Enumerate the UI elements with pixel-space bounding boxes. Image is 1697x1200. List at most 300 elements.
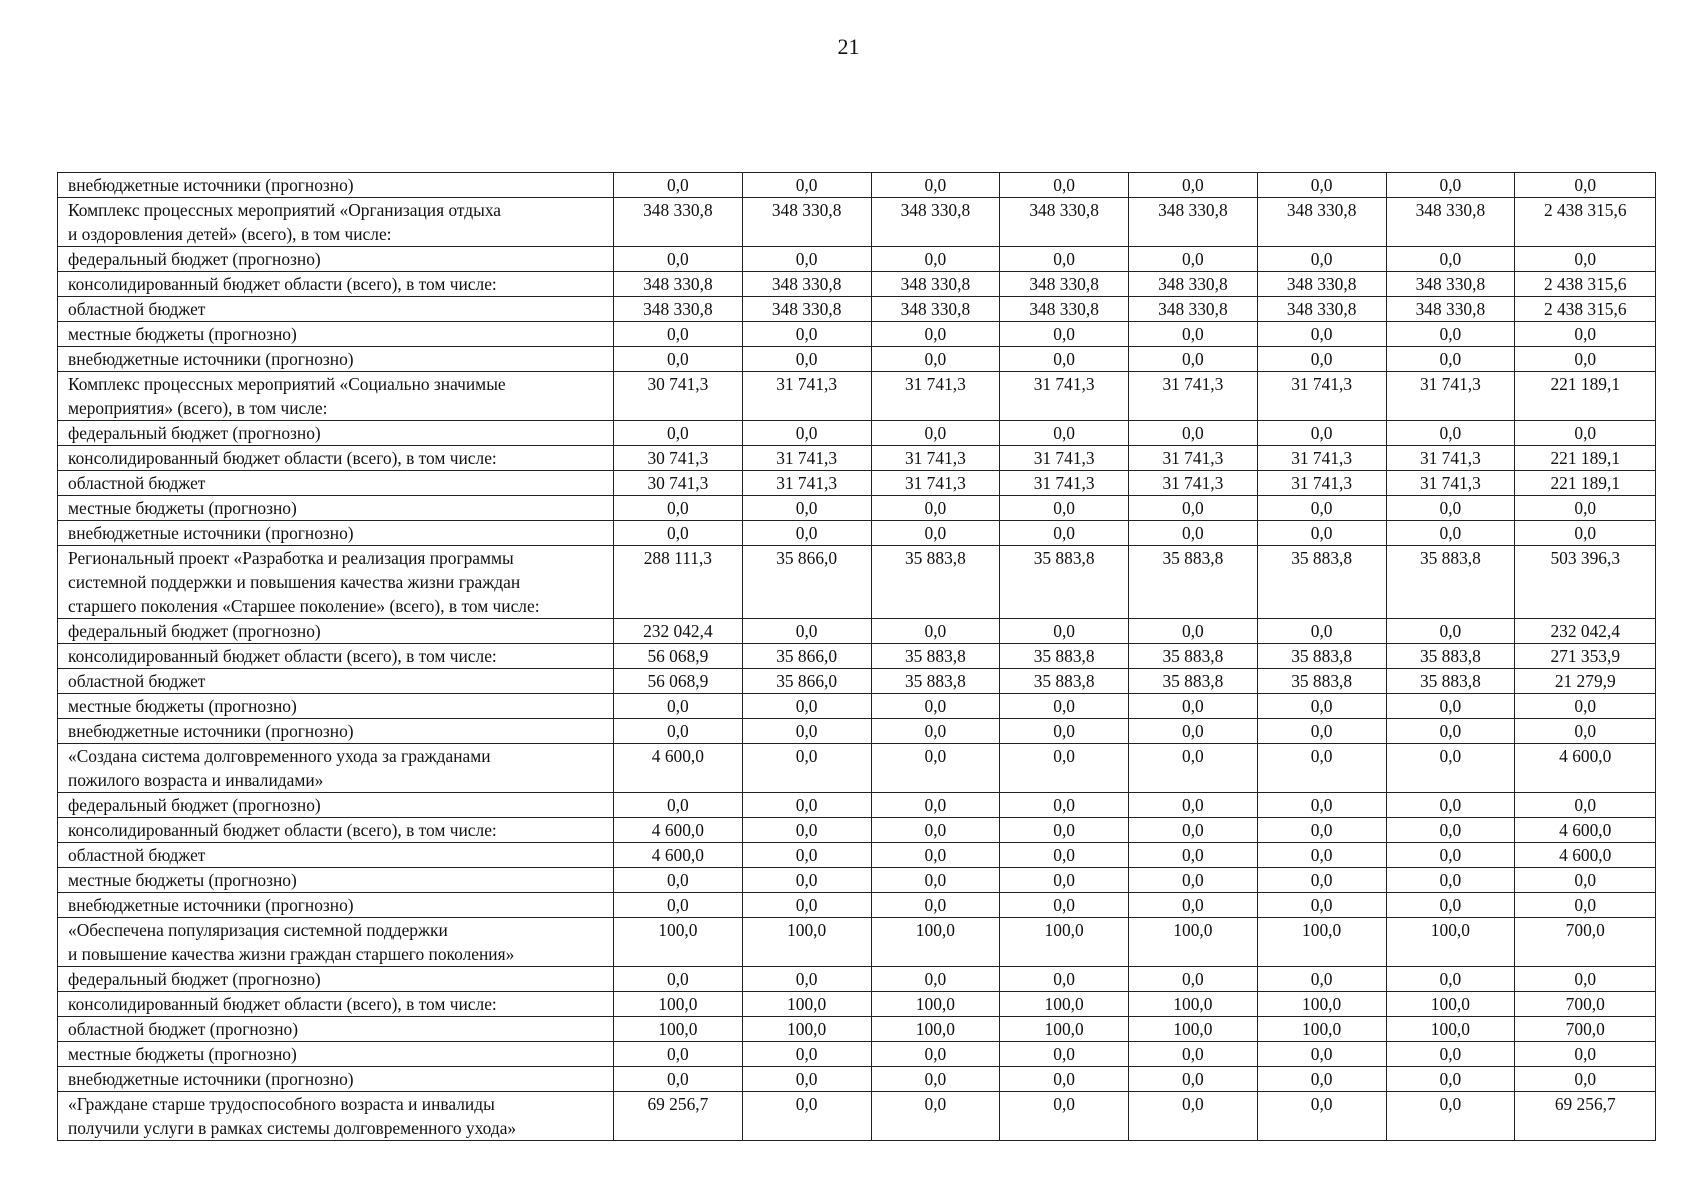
row-value-cell: 31 741,3 — [1257, 372, 1386, 421]
table-row — [58, 893, 1656, 918]
row-value-cell: 0,0 — [614, 247, 743, 272]
table-row — [58, 198, 1656, 247]
row-total-cell: 0,0 — [1515, 347, 1656, 372]
row-total-cell: 21 279,9 — [1515, 669, 1656, 694]
row-label: областной бюджет — [58, 471, 614, 496]
row-value-cell: 0,0 — [871, 247, 1000, 272]
row-value-cell: 0,0 — [1000, 843, 1129, 868]
row-value-cell: 0,0 — [614, 521, 743, 546]
row-value-cell: 0,0 — [742, 793, 871, 818]
row-value-cell: 0,0 — [614, 719, 743, 744]
row-value-cell: 0,0 — [1129, 694, 1258, 719]
row-value-cell: 0,0 — [871, 347, 1000, 372]
row-value-cell: 0,0 — [1257, 843, 1386, 868]
row-value-cell: 0,0 — [871, 893, 1000, 918]
row-value-cell: 0,0 — [742, 421, 871, 446]
row-label: областной бюджет — [58, 669, 614, 694]
row-value-cell: 31 741,3 — [1000, 372, 1129, 421]
table-row — [58, 843, 1656, 868]
row-value-cell: 348 330,8 — [1129, 297, 1258, 322]
row-value-cell: 348 330,8 — [1386, 272, 1515, 297]
table-row — [58, 297, 1656, 322]
row-total-cell: 232 042,4 — [1515, 619, 1656, 644]
row-total-cell: 69 256,7 — [1515, 1092, 1656, 1141]
row-value-cell: 0,0 — [742, 347, 871, 372]
row-value-cell: 100,0 — [1257, 1017, 1386, 1042]
row-value-cell: 0,0 — [1257, 967, 1386, 992]
row-label: федеральный бюджет (прогнозно) — [58, 793, 614, 818]
row-value-cell: 0,0 — [1129, 719, 1258, 744]
table-row — [58, 1017, 1656, 1042]
row-value-cell: 100,0 — [1129, 1017, 1258, 1042]
row-label: консолидированный бюджет области (всего), в том числе: — [58, 644, 614, 669]
row-label: местные бюджеты (прогнозно) — [58, 496, 614, 521]
row-value-cell: 35 883,8 — [1129, 669, 1258, 694]
row-value-cell: 56 068,9 — [614, 669, 743, 694]
row-value-cell: 100,0 — [871, 992, 1000, 1017]
row-value-cell: 0,0 — [1129, 619, 1258, 644]
row-total-cell: 700,0 — [1515, 1017, 1656, 1042]
table-row — [58, 868, 1656, 893]
row-value-cell: 56 068,9 — [614, 644, 743, 669]
row-value-cell: 35 883,8 — [1129, 644, 1258, 669]
row-value-cell: 0,0 — [614, 496, 743, 521]
row-total-cell: 0,0 — [1515, 421, 1656, 446]
row-value-cell: 0,0 — [614, 322, 743, 347]
row-value-cell: 348 330,8 — [871, 297, 1000, 322]
row-value-cell: 100,0 — [742, 992, 871, 1017]
table-row — [58, 272, 1656, 297]
table-row — [58, 446, 1656, 471]
row-value-cell: 0,0 — [742, 247, 871, 272]
row-value-cell: 348 330,8 — [1257, 272, 1386, 297]
row-value-cell: 0,0 — [1386, 793, 1515, 818]
row-value-cell: 348 330,8 — [742, 272, 871, 297]
row-value-cell: 100,0 — [1000, 918, 1129, 967]
row-value-cell: 100,0 — [614, 992, 743, 1017]
row-total-cell: 0,0 — [1515, 694, 1656, 719]
row-value-cell: 0,0 — [1386, 521, 1515, 546]
row-value-cell: 348 330,8 — [1257, 198, 1386, 247]
row-value-cell: 348 330,8 — [1386, 297, 1515, 322]
row-total-cell: 0,0 — [1515, 496, 1656, 521]
row-value-cell: 0,0 — [742, 521, 871, 546]
row-label: консолидированный бюджет области (всего), в том числе: — [58, 272, 614, 297]
row-value-cell: 4 600,0 — [614, 818, 743, 843]
row-total-cell: 0,0 — [1515, 1042, 1656, 1067]
row-value-cell: 35 883,8 — [1000, 669, 1129, 694]
row-total-cell: 4 600,0 — [1515, 843, 1656, 868]
row-value-cell: 0,0 — [1129, 1092, 1258, 1141]
row-value-cell: 0,0 — [1257, 893, 1386, 918]
row-value-cell: 348 330,8 — [871, 272, 1000, 297]
row-label: внебюджетные источники (прогнозно) — [58, 719, 614, 744]
row-value-cell: 0,0 — [1257, 322, 1386, 347]
row-label: консолидированный бюджет области (всего), в том числе: — [58, 818, 614, 843]
row-value-cell: 100,0 — [614, 1017, 743, 1042]
row-total-cell: 2 438 315,6 — [1515, 198, 1656, 247]
row-value-cell: 0,0 — [871, 1092, 1000, 1141]
row-value-cell: 4 600,0 — [614, 744, 743, 793]
row-label: Комплекс процессных мероприятий «Социально значимые мероприятия» (всего), в том числе: — [58, 372, 614, 421]
row-total-cell: 0,0 — [1515, 521, 1656, 546]
row-value-cell: 0,0 — [871, 818, 1000, 843]
row-value-cell: 100,0 — [1386, 918, 1515, 967]
row-total-cell: 0,0 — [1515, 1067, 1656, 1092]
row-label: «Граждане старше трудоспособного возраста и инвалиды получили услуги в рамках системы долговременного ухода» — [58, 1092, 614, 1141]
table-row — [58, 818, 1656, 843]
row-value-cell: 348 330,8 — [1000, 297, 1129, 322]
table-row — [58, 347, 1656, 372]
row-value-cell: 0,0 — [1129, 347, 1258, 372]
row-value-cell: 30 741,3 — [614, 446, 743, 471]
row-value-cell: 0,0 — [1129, 521, 1258, 546]
row-value-cell: 0,0 — [1386, 421, 1515, 446]
row-value-cell: 0,0 — [1129, 744, 1258, 793]
row-value-cell: 348 330,8 — [1386, 198, 1515, 247]
row-value-cell: 0,0 — [871, 843, 1000, 868]
row-value-cell: 0,0 — [1386, 1067, 1515, 1092]
row-value-cell: 0,0 — [742, 967, 871, 992]
row-value-cell: 35 883,8 — [1257, 644, 1386, 669]
row-value-cell: 0,0 — [614, 868, 743, 893]
row-value-cell: 0,0 — [614, 793, 743, 818]
row-value-cell: 0,0 — [1129, 793, 1258, 818]
row-value-cell: 0,0 — [614, 893, 743, 918]
row-value-cell: 0,0 — [1000, 868, 1129, 893]
row-value-cell: 0,0 — [742, 843, 871, 868]
row-value-cell: 0,0 — [1257, 818, 1386, 843]
row-label: федеральный бюджет (прогнозно) — [58, 619, 614, 644]
table-row — [58, 619, 1656, 644]
row-total-cell: 4 600,0 — [1515, 818, 1656, 843]
table-row — [58, 496, 1656, 521]
row-value-cell: 0,0 — [1257, 619, 1386, 644]
table-row — [58, 793, 1656, 818]
row-value-cell: 100,0 — [1000, 992, 1129, 1017]
table-row — [58, 521, 1656, 546]
row-value-cell: 31 741,3 — [1386, 446, 1515, 471]
row-value-cell: 31 741,3 — [742, 372, 871, 421]
row-value-cell: 35 866,0 — [742, 546, 871, 619]
table-row — [58, 669, 1656, 694]
budget-table-body — [58, 173, 1656, 1141]
row-value-cell: 288 111,3 — [614, 546, 743, 619]
row-value-cell: 0,0 — [1129, 421, 1258, 446]
row-value-cell: 0,0 — [1000, 1042, 1129, 1067]
row-total-cell: 271 353,9 — [1515, 644, 1656, 669]
row-value-cell: 0,0 — [1257, 173, 1386, 198]
row-label: федеральный бюджет (прогнозно) — [58, 421, 614, 446]
row-label: «Обеспечена популяризация системной поддержки и повышение качества жизни граждан старшего поколения» — [58, 918, 614, 967]
row-value-cell: 0,0 — [871, 868, 1000, 893]
table-row — [58, 918, 1656, 967]
row-value-cell: 0,0 — [1386, 247, 1515, 272]
row-value-cell: 0,0 — [742, 719, 871, 744]
row-value-cell: 100,0 — [1257, 992, 1386, 1017]
row-value-cell: 348 330,8 — [742, 198, 871, 247]
row-value-cell: 0,0 — [1386, 173, 1515, 198]
row-value-cell: 31 741,3 — [1257, 446, 1386, 471]
row-total-cell: 0,0 — [1515, 868, 1656, 893]
row-value-cell: 0,0 — [1000, 173, 1129, 198]
row-label: местные бюджеты (прогнозно) — [58, 868, 614, 893]
row-value-cell: 0,0 — [1386, 868, 1515, 893]
row-value-cell: 0,0 — [1129, 967, 1258, 992]
table-row — [58, 967, 1656, 992]
row-total-cell: 0,0 — [1515, 893, 1656, 918]
row-value-cell: 348 330,8 — [1000, 272, 1129, 297]
row-value-cell: 0,0 — [742, 868, 871, 893]
row-value-cell: 0,0 — [1129, 496, 1258, 521]
row-value-cell: 4 600,0 — [614, 843, 743, 868]
row-total-cell: 700,0 — [1515, 918, 1656, 967]
row-total-cell: 221 189,1 — [1515, 372, 1656, 421]
row-value-cell: 31 741,3 — [742, 471, 871, 496]
table-row — [58, 247, 1656, 272]
row-value-cell: 0,0 — [871, 421, 1000, 446]
row-value-cell: 0,0 — [742, 619, 871, 644]
table-row — [58, 744, 1656, 793]
row-value-cell: 0,0 — [871, 1042, 1000, 1067]
row-value-cell: 0,0 — [1000, 347, 1129, 372]
row-value-cell: 0,0 — [742, 1092, 871, 1141]
row-value-cell: 348 330,8 — [1129, 272, 1258, 297]
row-value-cell: 0,0 — [871, 1067, 1000, 1092]
row-value-cell: 0,0 — [871, 744, 1000, 793]
row-value-cell: 35 883,8 — [871, 546, 1000, 619]
row-value-cell: 0,0 — [871, 619, 1000, 644]
row-value-cell: 31 741,3 — [871, 372, 1000, 421]
row-value-cell: 0,0 — [1000, 1067, 1129, 1092]
row-value-cell: 35 883,8 — [871, 644, 1000, 669]
row-value-cell: 100,0 — [1129, 992, 1258, 1017]
row-value-cell: 31 741,3 — [1129, 446, 1258, 471]
row-value-cell: 348 330,8 — [614, 272, 743, 297]
table-row — [58, 1067, 1656, 1092]
row-value-cell: 0,0 — [742, 694, 871, 719]
row-value-cell: 35 883,8 — [1386, 644, 1515, 669]
row-value-cell: 0,0 — [742, 744, 871, 793]
row-value-cell: 31 741,3 — [1386, 471, 1515, 496]
row-value-cell: 31 741,3 — [871, 471, 1000, 496]
row-value-cell: 0,0 — [1000, 793, 1129, 818]
row-label: консолидированный бюджет области (всего), в том числе: — [58, 992, 614, 1017]
row-value-cell: 0,0 — [1386, 818, 1515, 843]
row-value-cell: 0,0 — [1386, 347, 1515, 372]
row-total-cell: 4 600,0 — [1515, 744, 1656, 793]
row-label: федеральный бюджет (прогнозно) — [58, 247, 614, 272]
row-value-cell: 0,0 — [742, 496, 871, 521]
row-value-cell: 100,0 — [742, 1017, 871, 1042]
row-total-cell: 0,0 — [1515, 793, 1656, 818]
row-value-cell: 0,0 — [1386, 967, 1515, 992]
row-value-cell: 0,0 — [1257, 347, 1386, 372]
row-value-cell: 348 330,8 — [871, 198, 1000, 247]
table-row — [58, 644, 1656, 669]
row-label: местные бюджеты (прогнозно) — [58, 322, 614, 347]
row-value-cell: 69 256,7 — [614, 1092, 743, 1141]
row-value-cell: 0,0 — [614, 694, 743, 719]
row-value-cell: 100,0 — [871, 1017, 1000, 1042]
row-value-cell: 0,0 — [871, 173, 1000, 198]
row-label: Комплекс процессных мероприятий «Организация отдыха и оздоровления детей» (всего), в том числе: — [58, 198, 614, 247]
row-value-cell: 100,0 — [1129, 918, 1258, 967]
row-value-cell: 35 883,8 — [1386, 669, 1515, 694]
budget-table — [57, 172, 1656, 1141]
page-number: 21 — [837, 34, 860, 59]
row-value-cell: 0,0 — [1000, 619, 1129, 644]
row-value-cell: 0,0 — [1000, 694, 1129, 719]
row-label: областной бюджет — [58, 843, 614, 868]
row-value-cell: 0,0 — [1386, 322, 1515, 347]
row-value-cell: 0,0 — [742, 1067, 871, 1092]
row-value-cell: 0,0 — [1257, 247, 1386, 272]
row-value-cell: 0,0 — [871, 719, 1000, 744]
row-value-cell: 348 330,8 — [614, 198, 743, 247]
row-value-cell: 100,0 — [1000, 1017, 1129, 1042]
row-value-cell: 0,0 — [1257, 868, 1386, 893]
row-value-cell: 30 741,3 — [614, 372, 743, 421]
row-value-cell: 35 883,8 — [1257, 669, 1386, 694]
row-value-cell: 0,0 — [1257, 744, 1386, 793]
table-row — [58, 546, 1656, 619]
row-value-cell: 100,0 — [614, 918, 743, 967]
row-total-cell: 221 189,1 — [1515, 446, 1656, 471]
row-value-cell: 0,0 — [1386, 719, 1515, 744]
row-value-cell: 35 883,8 — [1257, 546, 1386, 619]
table-row — [58, 421, 1656, 446]
table-row — [58, 322, 1656, 347]
row-value-cell: 0,0 — [1386, 619, 1515, 644]
row-value-cell: 0,0 — [1000, 521, 1129, 546]
row-label: консолидированный бюджет области (всего), в том числе: — [58, 446, 614, 471]
row-value-cell: 35 883,8 — [871, 669, 1000, 694]
row-value-cell: 0,0 — [1257, 496, 1386, 521]
row-value-cell: 348 330,8 — [742, 297, 871, 322]
row-label: Региональный проект «Разработка и реализация программы системной поддержки и повышения качества жизни граждан старшего поколения «Старшее поколение» (всего), в том числе: — [58, 546, 614, 619]
row-label: внебюджетные источники (прогнозно) — [58, 521, 614, 546]
table-row — [58, 719, 1656, 744]
row-value-cell: 0,0 — [614, 421, 743, 446]
row-total-cell: 2 438 315,6 — [1515, 297, 1656, 322]
table-row — [58, 992, 1656, 1017]
row-value-cell: 35 883,8 — [1000, 644, 1129, 669]
row-value-cell: 35 883,8 — [1129, 546, 1258, 619]
row-value-cell: 0,0 — [742, 322, 871, 347]
row-value-cell: 0,0 — [742, 1042, 871, 1067]
row-value-cell: 31 741,3 — [1257, 471, 1386, 496]
row-value-cell: 31 741,3 — [871, 446, 1000, 471]
row-value-cell: 0,0 — [1257, 1067, 1386, 1092]
row-value-cell: 0,0 — [1000, 496, 1129, 521]
row-value-cell: 0,0 — [1386, 1092, 1515, 1141]
row-value-cell: 0,0 — [871, 322, 1000, 347]
row-label: внебюджетные источники (прогнозно) — [58, 893, 614, 918]
row-value-cell: 232 042,4 — [614, 619, 743, 644]
row-value-cell: 100,0 — [1386, 1017, 1515, 1042]
row-value-cell: 0,0 — [742, 173, 871, 198]
row-label: областной бюджет — [58, 297, 614, 322]
row-value-cell: 0,0 — [871, 496, 1000, 521]
row-value-cell: 0,0 — [1000, 247, 1129, 272]
row-value-cell: 100,0 — [1257, 918, 1386, 967]
row-value-cell: 0,0 — [614, 1042, 743, 1067]
row-value-cell: 0,0 — [1000, 1092, 1129, 1141]
row-value-cell: 0,0 — [871, 793, 1000, 818]
row-value-cell: 0,0 — [1257, 719, 1386, 744]
row-label: внебюджетные источники (прогнозно) — [58, 1067, 614, 1092]
row-value-cell: 0,0 — [1129, 322, 1258, 347]
row-value-cell: 0,0 — [1000, 818, 1129, 843]
table-row — [58, 372, 1656, 421]
row-value-cell: 0,0 — [614, 347, 743, 372]
row-total-cell: 0,0 — [1515, 173, 1656, 198]
row-value-cell: 30 741,3 — [614, 471, 743, 496]
row-total-cell: 0,0 — [1515, 322, 1656, 347]
row-total-cell: 2 438 315,6 — [1515, 272, 1656, 297]
row-value-cell: 0,0 — [1000, 893, 1129, 918]
row-value-cell: 0,0 — [1000, 421, 1129, 446]
row-value-cell: 35 866,0 — [742, 644, 871, 669]
row-value-cell: 0,0 — [1386, 496, 1515, 521]
row-value-cell: 0,0 — [1386, 1042, 1515, 1067]
row-value-cell: 348 330,8 — [1000, 198, 1129, 247]
row-label: внебюджетные источники (прогнозно) — [58, 173, 614, 198]
row-value-cell: 31 741,3 — [1129, 471, 1258, 496]
row-total-cell: 503 396,3 — [1515, 546, 1656, 619]
row-label: «Создана система долговременного ухода за гражданами пожилого возраста и инвалидами» — [58, 744, 614, 793]
row-value-cell: 0,0 — [1000, 967, 1129, 992]
row-label: местные бюджеты (прогнозно) — [58, 1042, 614, 1067]
row-label: областной бюджет (прогнозно) — [58, 1017, 614, 1042]
row-value-cell: 31 741,3 — [1000, 471, 1129, 496]
row-value-cell: 0,0 — [614, 1067, 743, 1092]
row-value-cell: 0,0 — [742, 893, 871, 918]
row-value-cell: 0,0 — [1000, 322, 1129, 347]
row-total-cell: 221 189,1 — [1515, 471, 1656, 496]
row-label: внебюджетные источники (прогнозно) — [58, 347, 614, 372]
row-value-cell: 0,0 — [1129, 893, 1258, 918]
row-value-cell: 0,0 — [1000, 719, 1129, 744]
row-value-cell: 0,0 — [871, 967, 1000, 992]
row-value-cell: 35 866,0 — [742, 669, 871, 694]
row-value-cell: 31 741,3 — [1129, 372, 1258, 421]
table-row — [58, 1092, 1656, 1141]
row-value-cell: 348 330,8 — [1257, 297, 1386, 322]
row-value-cell: 0,0 — [614, 173, 743, 198]
row-label: местные бюджеты (прогнозно) — [58, 694, 614, 719]
table-row — [58, 694, 1656, 719]
row-value-cell: 0,0 — [1129, 247, 1258, 272]
row-value-cell: 0,0 — [1129, 818, 1258, 843]
row-value-cell: 100,0 — [871, 918, 1000, 967]
row-value-cell: 100,0 — [742, 918, 871, 967]
row-value-cell: 0,0 — [1386, 744, 1515, 793]
row-value-cell: 0,0 — [1000, 744, 1129, 793]
row-value-cell: 0,0 — [1257, 793, 1386, 818]
table-row — [58, 173, 1656, 198]
row-total-cell: 0,0 — [1515, 247, 1656, 272]
row-value-cell: 31 741,3 — [742, 446, 871, 471]
row-value-cell: 31 741,3 — [1000, 446, 1129, 471]
row-value-cell: 0,0 — [1386, 893, 1515, 918]
row-label: федеральный бюджет (прогнозно) — [58, 967, 614, 992]
row-total-cell: 0,0 — [1515, 719, 1656, 744]
row-value-cell: 31 741,3 — [1386, 372, 1515, 421]
table-row — [58, 471, 1656, 496]
row-value-cell: 0,0 — [1129, 1067, 1258, 1092]
